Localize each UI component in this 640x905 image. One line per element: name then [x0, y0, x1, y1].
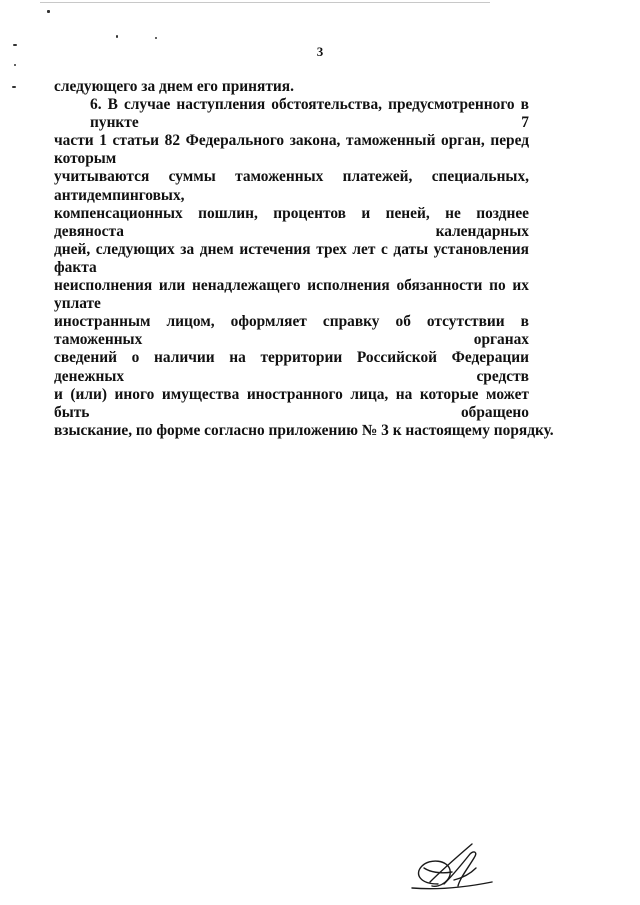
text-line: иностранным лицом, оформляет справку об отсутствии в таможенных органах [54, 313, 529, 349]
document-body [54, 78, 554, 440]
text-line: следующего за днем его принятия. [54, 78, 294, 95]
text-line: компенсационных пошлин, процентов и пеней, не позднее девяноста календарных [54, 204, 529, 240]
scan-speck [14, 64, 16, 66]
scan-speck [155, 37, 157, 39]
text-line: учитываются суммы таможенных платежей, специальных, антидемпинговых, [54, 168, 529, 204]
text-line: дней, следующих за днем истечения трех лет с даты установления факта [54, 240, 529, 276]
text-line: части 1 статьи 82 Федерального закона, таможенный орган, перед которым [54, 132, 529, 168]
text-line: неисполнения или ненадлежащего исполнения обязанности по их уплате [54, 277, 529, 313]
clause-6-first-line: 6. В случае наступления обстоятельства, предусмотренного в пункте 7 [90, 96, 529, 132]
text-line: сведений о наличии на территории Российской Федерации денежных средств [54, 349, 529, 385]
page-number: 3 [316, 44, 324, 59]
clause-6-last-line: взыскание, по форме согласно приложению № 3 к настоящему порядку. [54, 421, 554, 439]
scan-speck [47, 10, 50, 13]
signature-icon [400, 838, 510, 898]
scan-speck [12, 86, 16, 88]
scan-edge-line [40, 2, 490, 3]
text-line: и (или) иного имущества иностранного лица, на которые может быть обращено [54, 385, 529, 421]
scan-speck [116, 35, 118, 38]
